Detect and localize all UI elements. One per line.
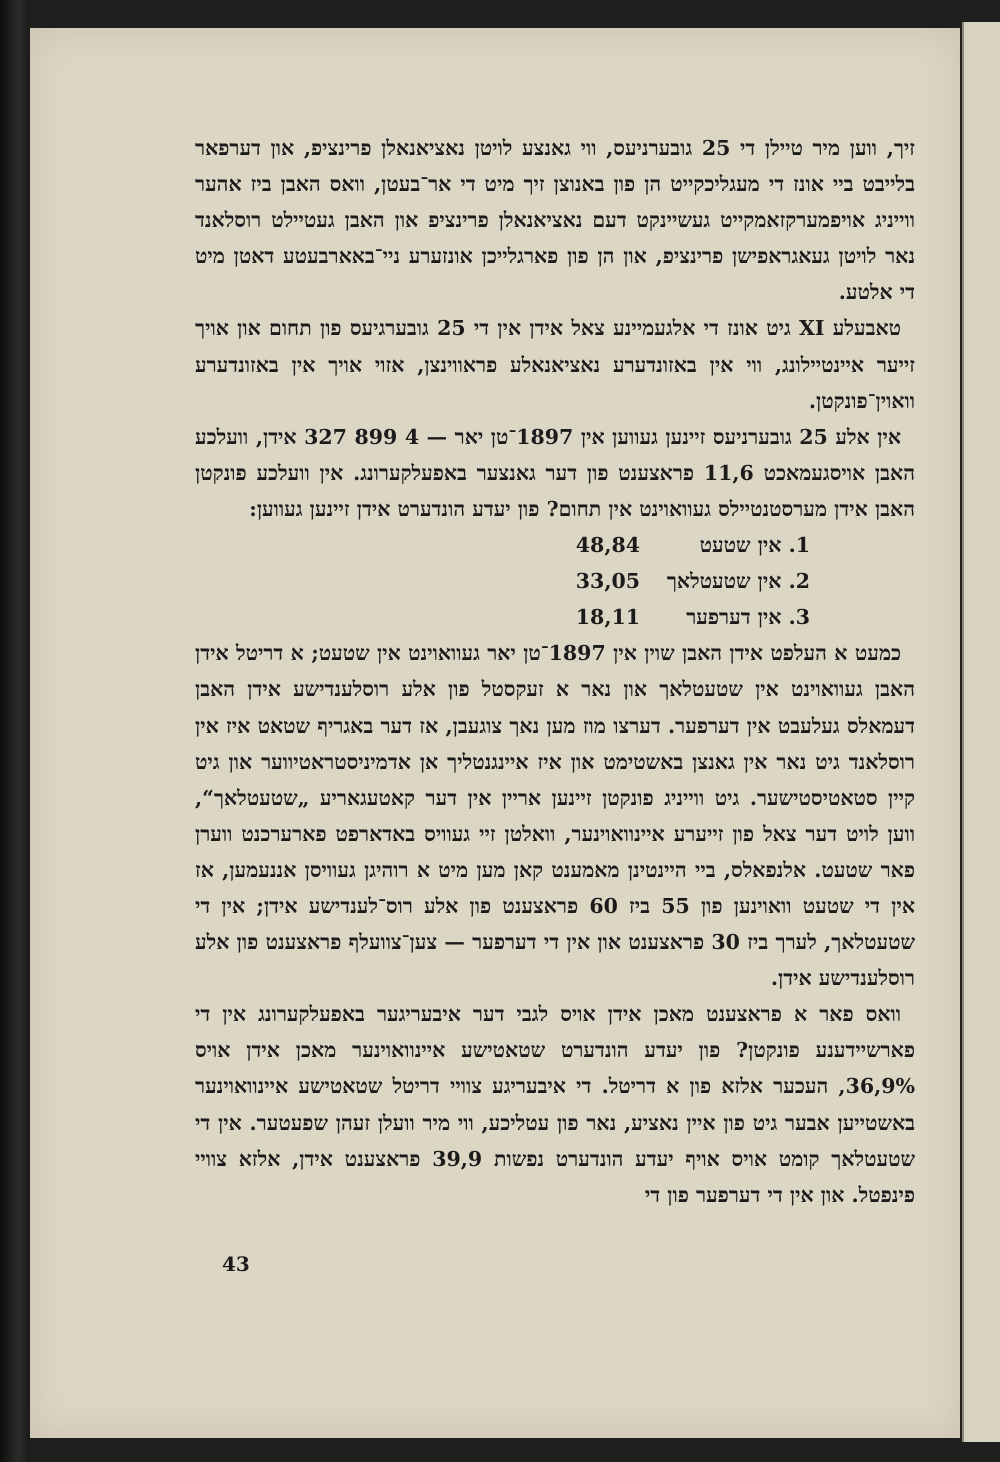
paragraph: אין אלע 25 גובערניעס זיינען געווען אין 1897־טן יאר — 4 899 327 אידן, וועלכע האבן אויסגעמאכט 11,6 פראצענט פון דער גאנצער באפעלקערונג. אין וועלכע פונקטן האבן אידן מערסטנטיילס געוואוינט אין תחום? פון יעדע הונדערט אידן זיינען געווען:	[195, 424, 915, 521]
list-item	[195, 527, 915, 563]
paragraph: כמעט א העלפט אידן האבן שוין אין 1897־טן יאר געוואוינט אין שטעט; א דריטל אידן האבן געוואוינט אין שטעטלאך און נאר א זעקסטל פון אלע רוסלענדישע אידן האבן דעמאלס געלעבט אין דערפער. דערצו מוז מען נאך צוגעבן, אז דער באגריף שטאט איז אין רוסלאנד גיט נאר אין גאנצן באשטימט און איז איינגנטליך אן אדמיניסטראטיווער און גיט קיין סטאטיסטישער. גיט ווייניג פונקטן זיינען אריין אין דער קאטעגאריע „שטעטלאך“, ווען לויט דער צאל פון זייערע איינוואוינער, וואלטן זיי געוויס באדארפט פארערכנט ווערן פאר שטעט. אלנפאלס, ביי היינטינן מאמענט קאן מען מיט א רוהיגן געוויסן אננעמען, אז אין די שטעט וואוינען פון 55 ביז 60 פראצענט פון אלע רוס־לענדישע אידן; אין די שטעטלאך, לערך ביז 30 פראצענט און אין די דערפער — צען־צוועלף פראצענט פון אלע רוסלענדישע אידן.	[195, 641, 915, 991]
list-item-label: 2. אין שטעטלאך	[666, 569, 810, 594]
paragraph: טאבעלע XI גיט אונז די אלגעמיינע צאל אידן אין די 25 גובערגיעס פון תחום און אויך זייער איינטיילונג, ווי אין באזונדערע נאציאנאלע פראווינצן, אזוי אויך אין באזונדערע וואוין־פונקטן.	[195, 316, 915, 413]
book-binding	[0, 0, 30, 1462]
percentage-list	[195, 527, 915, 635]
list-item-value: 48,84	[575, 533, 640, 558]
list-item-label: 1. אין שטעט	[699, 533, 810, 558]
page-number: 43	[222, 1252, 250, 1276]
list-item	[195, 563, 915, 599]
list-item-value: 18,11	[575, 605, 640, 630]
page-body	[195, 130, 915, 1213]
paragraph: זיך, ווען מיר טיילן די 25 גובערניעס, ווי גאנצע לויטן נאציאנאלן פרינציפ, און דערפאר בלייבט ביי אונז די מעגליכקייט הן פון באנוצן זיך מיט די אר־בעטן, וואס האבן ביז אהער ווייניג אויפמערקזאמקייט געשיינקט דעם נאציאנאלן פרינציפ און האבן געטיילט רוסלאנד נאר לויטן געאגראפישן פרינציפ, און הן פון פארגלייכן אונזערע ניי־באארבעטע דאטן מיט די אלטע.	[195, 136, 915, 305]
list-item	[195, 599, 915, 635]
list-item-value: 33,05	[575, 569, 640, 594]
paragraph: וואס פאר א פראצענט מאכן אידן אויס לגבי דער איבעריגער באפעלקערונג אין די פארשיידענע פונקטן? פון יעדע הונדערט שטאטישע איינוואוינער מאכן אידן אויס 36,9%, העכער אלזא פון א דריטל. די איבעריגע צוויי דריטל שטאטישע איינוואוינער באשטייען אבער גיט פון איין נאציע, נאר פון עטליכע, ווי מיר וועלן זעהן שפעטער. אין די שטעטלאך קומט אויס אויף יעדע הונדערט נפשות 39,9 פראצענט אידן, אלזא צוויי פינפטל. און אין די דערפער פון די	[195, 1002, 915, 1207]
next-page-edge	[962, 22, 1000, 1442]
list-item-label: 3. אין דערפער	[686, 605, 810, 630]
